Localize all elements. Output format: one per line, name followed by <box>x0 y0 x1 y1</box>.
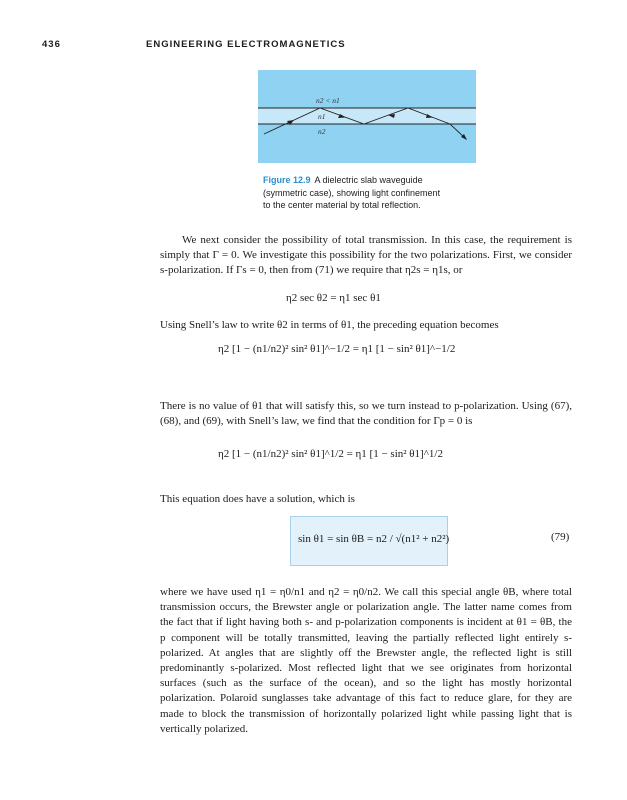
paragraph-snell <box>160 318 572 333</box>
paragraph-5-text: where we have used η1 = η0/n1 and η2 = η0/n2. We call this special angle θB, where total transmission occurs, the Brewster angle or polarization angle. The latter name comes from the fact that if light having both s- and p-polarization components is incident at θ1 = θB, the p component will be totally transmitted, leaving the partially reflected light entirely s-polarized. At angles that are slightly off the Brewster angle, the reflected light is still predominantly s-polarized. Most reflected light that we see originates from horizontal surfaces (such as the surface of the ocean), and so the light has mostly horizontal polarization. Polaroid sunglasses take advantage of this fact to reduce glare, for they are made to block the transmission of horizontally polarized light while passing light that is vertically polarized. <box>160 586 572 735</box>
paragraph-3-text: There is no value of θ1 that will satisfy this, so we turn instead to p-polarization. Using (67), (68), and (69), with Snell’s law, we find that the condition for Γp = 0 is <box>160 400 572 428</box>
equation-number: (79) <box>551 531 570 543</box>
page-number: 436 <box>42 39 61 50</box>
slab-waveguide-figure <box>258 70 476 163</box>
equation-brewster: sin θ1 = sin θB = n2 / √(n1² + n2²) <box>298 533 450 545</box>
caption-line-1: A dielectric slab waveguide <box>314 175 423 185</box>
equation-secant: η2 sec θ2 = η1 sec θ1 <box>286 292 381 304</box>
paragraph-brewster-angle <box>160 585 572 737</box>
running-title: ENGINEERING ELECTROMAGNETICS <box>146 39 346 50</box>
figure-label: Figure 12.9 <box>263 175 311 185</box>
figure-caption <box>263 174 483 212</box>
equation-s-pol: η2 [1 − (n1/n2)² sin² θ1]^−1/2 = η1 [1 − sin² θ1]^−1/2 <box>218 343 456 355</box>
paragraph-solution <box>160 492 572 507</box>
label-n2-lt-n1: n2 < n1 <box>316 96 340 105</box>
caption-line-2: (symmetric case), showing light confinement <box>263 187 441 198</box>
paragraph-2-text: Using Snell’s law to write θ2 in terms of θ1, the preceding equation becomes <box>160 319 499 331</box>
paragraph-1-text: We next consider the possibility of total transmission. In this case, the requirement is simply that Γ = 0. We investigate this possibility for the two polarizations. First, we consider s-polarization. If Γs = 0, then from (71) we require that η2s = η1s, or <box>160 234 572 277</box>
caption-line-3: to the center material by total reflection. <box>263 200 421 210</box>
equation-p-pol: η2 [1 − (n1/n2)² sin² θ1]^1/2 = η1 [1 − sin² θ1]^1/2 <box>218 448 443 460</box>
paragraph-total-transmission <box>160 233 572 279</box>
label-n2: n2 <box>318 127 326 136</box>
label-n1: n1 <box>318 112 326 121</box>
paragraph-p-polarization <box>160 399 572 429</box>
paragraph-4-text: This equation does have a solution, which is <box>160 493 355 505</box>
